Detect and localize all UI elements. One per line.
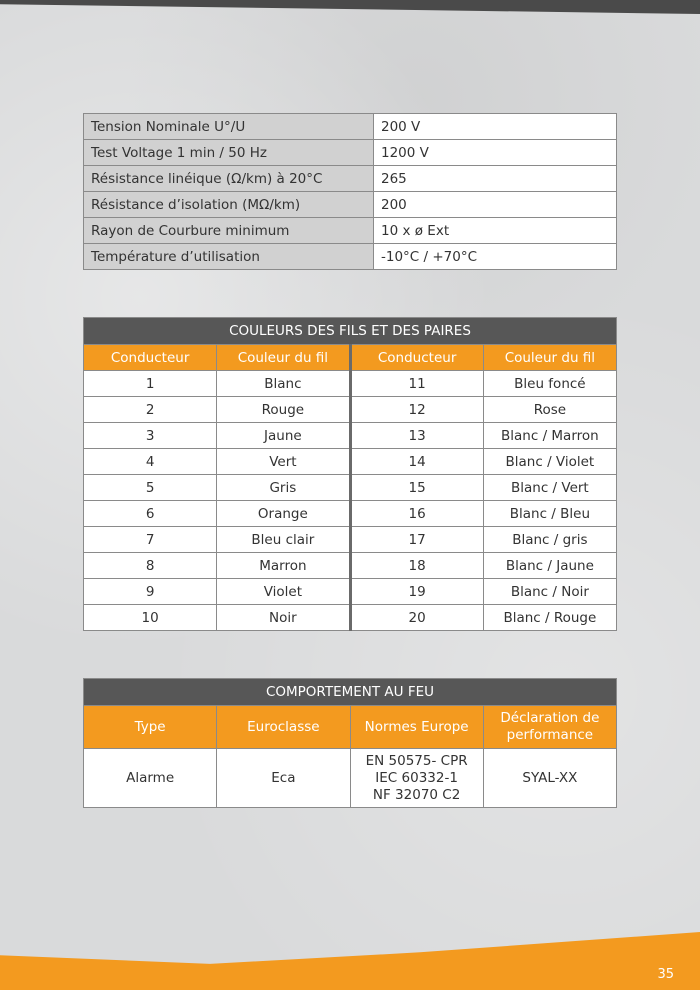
wire-colors-table xyxy=(83,317,617,631)
conductor-number: 2 xyxy=(84,397,217,423)
spec-value: 200 V xyxy=(374,114,617,140)
table-row xyxy=(84,527,617,553)
wire-colors-title: COULEURS DES FILS ET DES PAIRES xyxy=(84,318,617,345)
table-row xyxy=(84,605,617,631)
spec-label: Résistance linéique (Ω/km) à 20°C xyxy=(84,166,374,192)
conductor-number: 18 xyxy=(350,553,483,579)
conductor-number: 1 xyxy=(84,371,217,397)
top-decor-bar xyxy=(0,0,700,14)
spec-label: Tension Nominale U°/U xyxy=(84,114,374,140)
conductor-number: 3 xyxy=(84,423,217,449)
spec-value: 10 x ø Ext xyxy=(374,218,617,244)
wire-color: Rose xyxy=(483,397,616,423)
conductor-number: 19 xyxy=(350,579,483,605)
bottom-decor-band xyxy=(0,932,700,990)
conductor-number: 6 xyxy=(84,501,217,527)
spec-label: Température d’utilisation xyxy=(84,244,374,270)
conductor-number: 9 xyxy=(84,579,217,605)
table-row xyxy=(84,449,617,475)
wire-color: Bleu foncé xyxy=(483,371,616,397)
wire-color: Blanc / Rouge xyxy=(483,605,616,631)
spec-label: Rayon de Courbure minimum xyxy=(84,218,374,244)
conductor-number: 8 xyxy=(84,553,217,579)
header-euroclasse: Euroclasse xyxy=(217,706,350,749)
wire-color: Blanc / Bleu xyxy=(483,501,616,527)
header-type: Type xyxy=(84,706,217,749)
table-row xyxy=(84,423,617,449)
spec-table xyxy=(83,113,617,270)
wire-color: Violet xyxy=(217,579,350,605)
fire-normes-cell xyxy=(350,749,483,808)
header-conducteur-1: Conducteur xyxy=(84,345,217,371)
spec-row xyxy=(84,218,617,244)
conductor-number: 5 xyxy=(84,475,217,501)
wire-color: Blanc / Marron xyxy=(483,423,616,449)
wire-color: Gris xyxy=(217,475,350,501)
spec-table-body xyxy=(84,114,617,270)
wire-color: Jaune xyxy=(217,423,350,449)
norme-line: NF 32070 C2 xyxy=(372,786,461,803)
spec-label: Test Voltage 1 min / 50 Hz xyxy=(84,140,374,166)
spec-value: 1200 V xyxy=(374,140,617,166)
header-declaration: Déclaration de performance xyxy=(483,706,616,749)
norme-line: IEC 60332-1 xyxy=(375,769,458,786)
fire-euroclasse-cell: Eca xyxy=(217,749,350,808)
conductor-number: 4 xyxy=(84,449,217,475)
wire-color: Marron xyxy=(217,553,350,579)
conductor-number: 15 xyxy=(350,475,483,501)
table-row xyxy=(84,579,617,605)
wire-color: Blanc / Jaune xyxy=(483,553,616,579)
table-row xyxy=(84,371,617,397)
table-row xyxy=(84,553,617,579)
conductor-number: 11 xyxy=(350,371,483,397)
conductor-number: 20 xyxy=(350,605,483,631)
fire-declaration-cell: SYAL-XX xyxy=(483,749,616,808)
header-couleur-2: Couleur du fil xyxy=(483,345,616,371)
spec-row xyxy=(84,192,617,218)
spec-value: 200 xyxy=(374,192,617,218)
conductor-number: 14 xyxy=(350,449,483,475)
spec-row xyxy=(84,140,617,166)
conductor-number: 13 xyxy=(350,423,483,449)
page-number: 35 xyxy=(657,967,674,982)
conductor-number: 16 xyxy=(350,501,483,527)
wire-color: Vert xyxy=(217,449,350,475)
wire-color: Orange xyxy=(217,501,350,527)
table-row xyxy=(84,501,617,527)
conductor-number: 7 xyxy=(84,527,217,553)
norme-line: EN 50575- CPR xyxy=(365,752,468,769)
wire-color: Noir xyxy=(217,605,350,631)
wire-color: Blanc xyxy=(217,371,350,397)
conductor-number: 17 xyxy=(350,527,483,553)
conductor-number: 10 xyxy=(84,605,217,631)
spec-row xyxy=(84,166,617,192)
table-row xyxy=(84,397,617,423)
spec-value: 265 xyxy=(374,166,617,192)
fire-behavior-title: COMPORTEMENT AU FEU xyxy=(84,679,617,706)
header-couleur-1: Couleur du fil xyxy=(217,345,350,371)
wire-color: Rouge xyxy=(217,397,350,423)
conductor-number: 12 xyxy=(350,397,483,423)
wire-color: Blanc / Vert xyxy=(483,475,616,501)
wire-color: Blanc / Violet xyxy=(483,449,616,475)
table-row xyxy=(84,475,617,501)
spec-label: Résistance d’isolation (MΩ/km) xyxy=(84,192,374,218)
wire-color: Bleu clair xyxy=(217,527,350,553)
wire-colors-body xyxy=(84,371,617,631)
header-conducteur-2: Conducteur xyxy=(350,345,483,371)
spec-row xyxy=(84,244,617,270)
fire-type-cell: Alarme xyxy=(84,749,217,808)
fire-behavior-table xyxy=(83,678,617,808)
spec-value: -10°C / +70°C xyxy=(374,244,617,270)
fire-row xyxy=(84,749,617,808)
wire-color: Blanc / Noir xyxy=(483,579,616,605)
spec-row xyxy=(84,114,617,140)
header-normes-europe: Normes Europe xyxy=(350,706,483,749)
wire-color: Blanc / gris xyxy=(483,527,616,553)
